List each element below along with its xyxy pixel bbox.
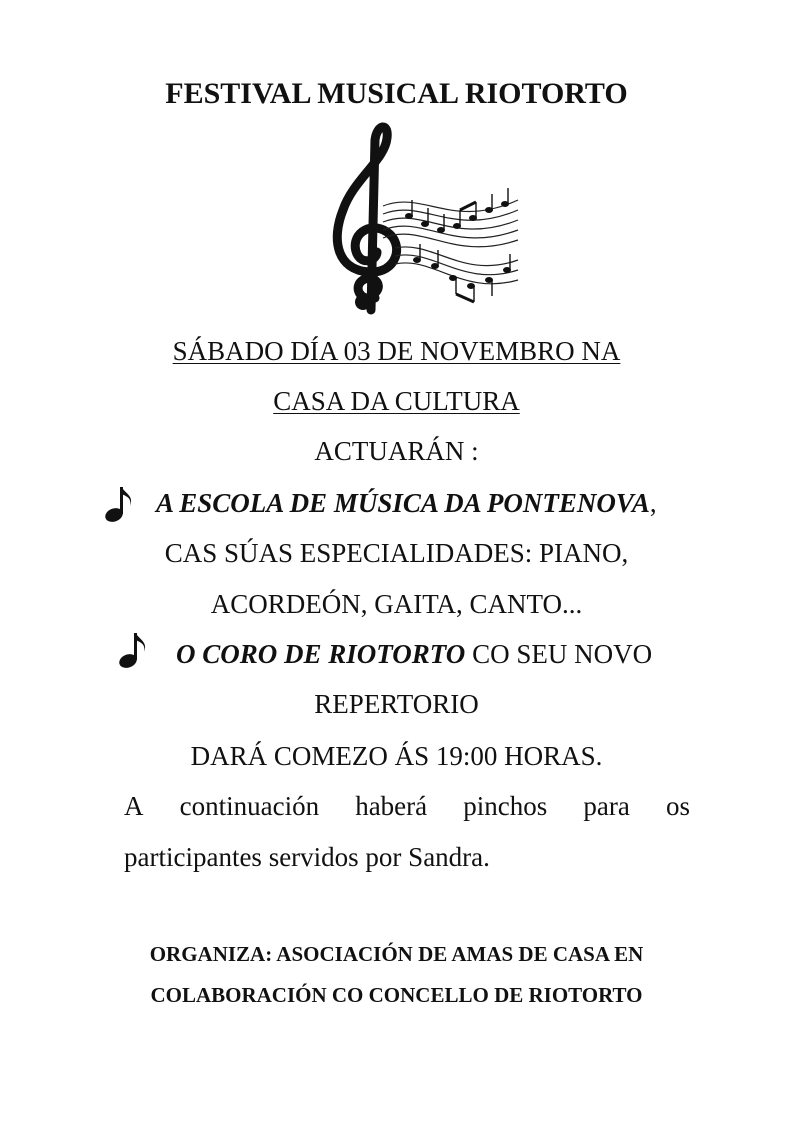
- after-word: os: [665, 791, 690, 821]
- performer-1-line-2: CAS SÚAS ESPECIALIDADES: PIANO,: [164, 538, 629, 568]
- after-line-1: [124, 789, 690, 823]
- eighth-note-icon: [116, 630, 150, 670]
- date-line: SÁBADO DÍA 03 DE NOVEMBRO NA: [172, 336, 621, 366]
- after-word: pinchos: [463, 791, 548, 821]
- performer-2-name: O CORO DE RIOTORTO: [176, 639, 466, 669]
- performer-1-suffix: ,: [649, 488, 657, 518]
- after-word: haberá: [355, 791, 428, 821]
- page-title: FESTIVAL MUSICAL RIOTORTO: [165, 77, 628, 110]
- venue-line: CASA DA CULTURA: [273, 386, 520, 416]
- performer-2-suffix: CO SEU NOVO: [465, 639, 653, 669]
- after-word: continuación: [179, 791, 320, 821]
- performer-2-line: [176, 637, 652, 671]
- performer-1-line: [156, 486, 657, 520]
- treble-clef-with-music-notes-icon: [313, 120, 523, 315]
- after-line-2: participantes servidos por Sandra.: [124, 842, 490, 872]
- performer-1-name: A ESCOLA DE MÚSICA DA PONTENOVA: [156, 488, 650, 518]
- performer-2-line-2: REPERTORIO: [314, 689, 479, 719]
- organizer-line-2: COLABORACIÓN CO CONCELLO DE RIOTORTO: [150, 983, 643, 1007]
- eighth-note-icon: [102, 484, 136, 524]
- after-word: A: [124, 791, 144, 821]
- performer-1-line-3: ACORDEÓN, GAITA, CANTO...: [210, 589, 583, 619]
- organizer-line-1: ORGANIZA: ASOCIACIÓN DE AMAS DE CASA EN: [149, 942, 644, 966]
- performers-heading: ACTUARÁN :: [314, 436, 479, 466]
- after-word: para: [583, 791, 630, 821]
- start-time-line: DARÁ COMEZO ÁS 19:00 HORAS.: [190, 741, 603, 771]
